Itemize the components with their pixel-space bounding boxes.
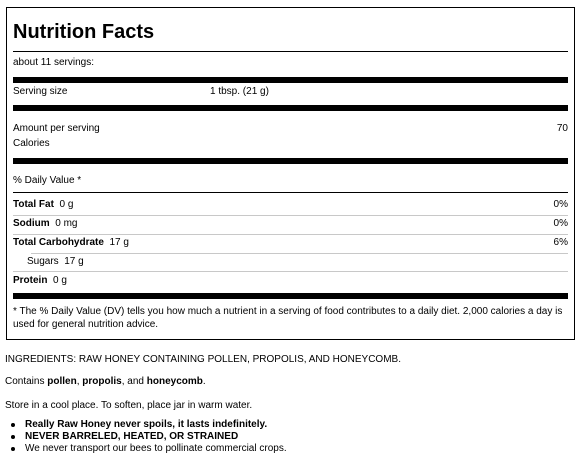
daily-value-header: % Daily Value * (13, 175, 82, 186)
claim-text: Really Raw Honey never spoils, it lasts indefinitely. (25, 419, 268, 430)
thick-divider (13, 158, 568, 164)
calories-label: Calories (13, 138, 50, 149)
nutrient-amount: 17 g (109, 237, 129, 248)
nutrient-row-sodium (13, 218, 568, 230)
list-item (5, 419, 287, 431)
storage-instructions: Store in a cool place. To soften, place jar in warm water. (5, 400, 253, 411)
thick-divider (13, 77, 568, 83)
nutrient-amount: 0 mg (55, 218, 78, 229)
nutrient-row-sugars (27, 256, 568, 268)
allergen-pollen: pollen (47, 376, 77, 387)
nutrient-name: Sugars (27, 256, 59, 267)
nutrition-facts-panel (6, 7, 575, 340)
nutrition-facts-title: Nutrition Facts (13, 21, 155, 43)
bullet-icon (11, 435, 15, 439)
thick-divider (13, 293, 568, 299)
contains-separator: , and (121, 376, 147, 387)
calories-value: 70 (556, 123, 568, 134)
nutrient-name: Total Carbohydrate (13, 237, 104, 248)
nutrient-row-total-carbohydrate (13, 237, 568, 249)
contains-statement (5, 376, 206, 388)
amount-per-serving-row (13, 123, 568, 135)
daily-value-footnote: * The % Daily Value (DV) tells you how much a nutrient in a serving of food contributes to a daily diet. 2,000 calories a day is used for general nutrition advice. (13, 306, 563, 330)
contains-suffix: . (202, 376, 206, 387)
divider (13, 215, 568, 216)
divider (13, 51, 568, 52)
nutrient-row-protein (13, 275, 568, 287)
nutrient-amount: 17 g (64, 256, 84, 267)
nutrient-name: Total Fat (13, 199, 54, 210)
list-item (5, 443, 287, 455)
divider (13, 234, 568, 235)
contains-separator: , (76, 376, 83, 387)
serving-size-row (13, 86, 568, 98)
allergen-honeycomb: honeycomb (146, 376, 203, 387)
nutrient-amount: 0 g (59, 199, 74, 210)
nutrient-daily-value: 6% (553, 237, 568, 248)
list-item (5, 431, 287, 443)
contains-prefix: Contains (5, 376, 48, 387)
amount-per-serving-label: Amount per serving (13, 123, 100, 134)
nutrient-daily-value: 0% (553, 218, 568, 229)
product-claims-list (5, 419, 287, 455)
claim-text: We never transport our bees to pollinate commercial crops. (25, 443, 287, 454)
nutrient-amount: 0 g (53, 275, 67, 286)
bullet-icon (11, 447, 15, 451)
claim-text: NEVER BARRELED, HEATED, OR STRAINED (25, 431, 239, 442)
serving-size-label: Serving size (13, 86, 68, 97)
nutrient-daily-value: 0% (553, 199, 568, 210)
divider (31, 253, 568, 254)
servings-per-container: about 11 servings: (13, 57, 94, 68)
divider (13, 271, 568, 272)
divider (13, 192, 568, 193)
thick-divider (13, 105, 568, 111)
allergen-propolis: propolis (82, 376, 122, 387)
bullet-icon (11, 423, 15, 427)
nutrient-row-total-fat (13, 199, 568, 211)
serving-size-value: 1 tbsp. (21 g) (210, 86, 269, 97)
nutrient-name: Protein (13, 275, 48, 286)
ingredients-text: INGREDIENTS: RAW HONEY CONTAINING POLLEN, PROPOLIS, AND HONEYCOMB. (5, 354, 401, 365)
nutrient-name: Sodium (13, 218, 50, 229)
